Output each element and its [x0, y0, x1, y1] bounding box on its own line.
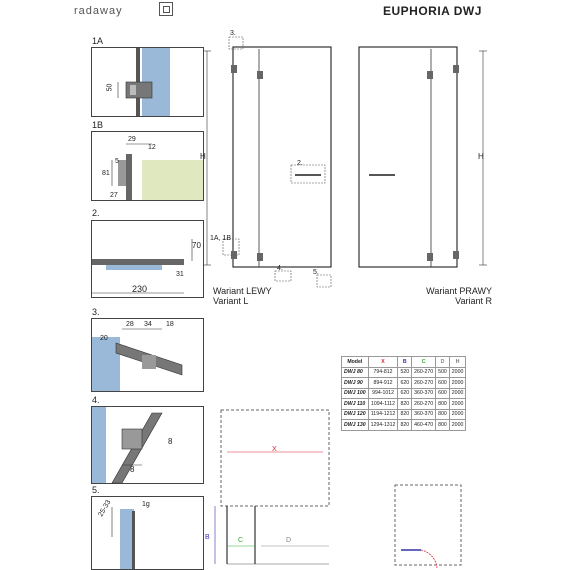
table-cell: 800	[436, 399, 450, 410]
col-h: H	[449, 357, 466, 368]
table-cell: 2000	[449, 420, 466, 431]
table-cell: 2000	[449, 378, 466, 389]
plan-dim-c: C	[238, 537, 244, 544]
col-b: B	[398, 357, 412, 368]
dim-29: 29	[128, 136, 136, 143]
detail-2-label: 2.	[92, 208, 100, 218]
detail-5-panel	[91, 496, 204, 570]
detail-1a-drawing	[92, 48, 203, 116]
table-cell: 500	[436, 367, 450, 378]
table-cell: 600	[436, 388, 450, 399]
table-cell-model: DWJ 120	[342, 409, 369, 420]
detail-1a-label: 1A	[92, 36, 104, 46]
dim-20: 20	[100, 335, 108, 342]
table-header-row	[342, 357, 466, 368]
table-cell: 260-270	[412, 367, 436, 378]
detail-3-panel	[91, 318, 204, 392]
table-row	[342, 378, 466, 389]
plan-dim-d: D	[286, 537, 292, 544]
left-door-drawing	[203, 37, 331, 287]
dim-27: 27	[110, 192, 118, 199]
variant-right-caption	[410, 286, 492, 306]
variant-left-en: Variant L	[213, 296, 249, 306]
brand-logo: radaway	[74, 5, 123, 17]
col-x: X	[368, 357, 398, 368]
table-cell: 620	[398, 378, 412, 389]
table-cell: 2000	[449, 409, 466, 420]
table-cell: 520	[398, 367, 412, 378]
col-c: C	[412, 357, 436, 368]
variant-right-pl: Wariant PRAWY	[426, 286, 492, 296]
height-label-right: H	[478, 152, 484, 161]
table-cell-model: DWJ 130	[342, 420, 369, 431]
table-cell: 2000	[449, 367, 466, 378]
table-cell: 820	[398, 409, 412, 420]
callout-3: 3.	[230, 30, 236, 37]
plan-view-swing	[395, 485, 461, 568]
detail-4-label: 4.	[92, 395, 100, 405]
plan-dim-x: X	[272, 446, 277, 453]
plan-views	[205, 400, 475, 570]
variant-right-en: Variant R	[455, 296, 492, 306]
detail-3-drawing	[92, 319, 203, 391]
dim-70: 70	[192, 241, 201, 250]
elevation-drawings	[195, 25, 500, 300]
dim-8-vertical: 8	[168, 437, 173, 446]
table-row	[342, 388, 466, 399]
callout-4: 4.	[277, 265, 283, 272]
col-d: D	[436, 357, 450, 368]
table-cell: 800	[436, 409, 450, 420]
dim-25-33: 25-33	[97, 498, 113, 519]
table-cell: 1194-1212	[368, 409, 398, 420]
table-cell: 360-370	[412, 388, 436, 399]
dim-28: 28	[126, 321, 134, 328]
table-cell: 360-370	[412, 409, 436, 420]
table-row	[342, 367, 466, 378]
callout-1a-1b: 1A, 1B	[210, 235, 232, 242]
table-cell: 1294-1312	[368, 420, 398, 431]
table-cell: 794-812	[368, 367, 398, 378]
dim-18: 18	[166, 321, 174, 328]
dim-81: 81	[102, 170, 110, 177]
table-cell-model: DWJ 80	[342, 367, 369, 378]
table-cell: 260-270	[412, 399, 436, 410]
right-door-drawing	[359, 47, 487, 267]
table-cell: 820	[398, 399, 412, 410]
dim-8-horizontal: 8	[130, 465, 135, 474]
variant-left-caption	[213, 286, 272, 306]
table-cell: 260-270	[412, 378, 436, 389]
table-cell: 620	[398, 388, 412, 399]
detail-2-drawing	[92, 221, 203, 297]
detail-1b-label: 1B	[92, 120, 104, 130]
dim-5: 5	[115, 158, 119, 165]
callout-5: 5.	[313, 269, 319, 276]
detail-1a-panel	[91, 47, 204, 117]
callout-2: 2.	[297, 160, 303, 167]
table-cell: 600	[436, 378, 450, 389]
detail-1b-drawing	[92, 132, 203, 200]
dim-50: 50	[106, 83, 114, 92]
product-title: EUPHORIA DWJ	[383, 4, 482, 18]
detail-4-panel	[91, 406, 204, 484]
col-model: Model	[342, 357, 369, 368]
detail-4-drawing	[92, 407, 203, 483]
plan-view-main	[215, 410, 329, 564]
dim-12: 12	[148, 144, 156, 151]
table-cell: 1094-1112	[368, 399, 398, 410]
table-cell-model: DWJ 100	[342, 388, 369, 399]
table-cell: 994-1012	[368, 388, 398, 399]
table-cell: 800	[436, 420, 450, 431]
brand-logo-mark	[159, 2, 173, 16]
table-cell: 820	[398, 420, 412, 431]
plan-dim-b: B	[205, 534, 210, 541]
detail-3-label: 3.	[92, 307, 100, 317]
table-cell: 2000	[449, 399, 466, 410]
detail-1b-panel	[91, 131, 204, 201]
table-cell-model: DWJ 110	[342, 399, 369, 410]
table-cell: 894-912	[368, 378, 398, 389]
table-cell: 460-470	[412, 420, 436, 431]
table-cell-model: DWJ 90	[342, 378, 369, 389]
detail-5-label: 5.	[92, 485, 100, 495]
dim-31: 31	[176, 271, 184, 278]
dim-34: 34	[144, 321, 152, 328]
dim-230: 230	[132, 284, 148, 294]
dim-1g: 1g	[142, 501, 150, 508]
detail-2-panel	[91, 220, 204, 298]
height-label-left: H	[200, 152, 206, 161]
variant-left-pl: Wariant LEWY	[213, 286, 272, 296]
table-cell: 2000	[449, 388, 466, 399]
